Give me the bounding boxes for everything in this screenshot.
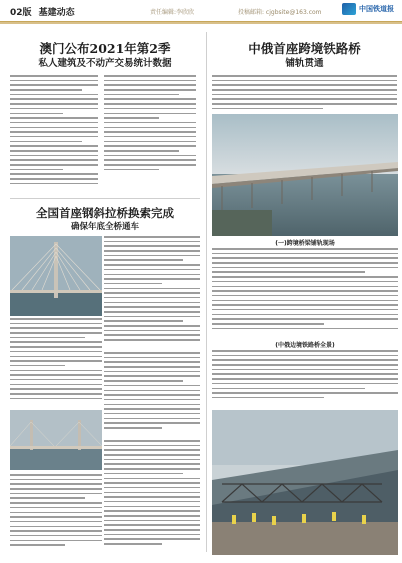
logo-icon <box>342 3 356 15</box>
page-header <box>0 0 402 22</box>
rail-text-body2 <box>212 350 398 405</box>
bridge-distant-photo <box>10 410 102 470</box>
cable-bridge-photo <box>10 236 102 316</box>
rail-subheadline: 铺轨贯通 <box>285 58 324 69</box>
bridge-text-col2 <box>104 236 200 351</box>
logo-text: 中国铁道报 <box>359 5 394 13</box>
page-section <box>10 5 79 18</box>
bridge-subheadline: 确保年底全桥通车 <box>70 222 139 232</box>
macau-subheadline: 私人建筑及不动产交易统计数据 <box>38 58 172 69</box>
bridge-headline: 全国首座钢斜拉桥换索完成 <box>36 206 174 220</box>
rail-text-intro <box>212 75 397 113</box>
rail-headline: 中俄首座跨境铁路桥 <box>248 41 361 56</box>
rail-construction-photo <box>212 410 398 555</box>
section-name: 基建动态 <box>38 8 75 18</box>
rail-photo-caption: (一)跨境桥梁铺轨现场 <box>275 240 335 247</box>
editor-label: 责任编辑:李欣欣 <box>150 9 195 16</box>
rail-text-body1 <box>212 248 398 338</box>
bridge-text-col1b <box>10 474 102 556</box>
contact-email: 投稿邮箱: cjgbsite@163.com <box>238 9 322 16</box>
macau-text-col2 <box>104 75 196 185</box>
column-divider <box>206 32 207 552</box>
rail-bridge-photo <box>212 114 398 236</box>
bridge-text-col2c <box>104 440 200 556</box>
rail-photo2-caption: (中俄边境铁路桥全景) <box>275 342 335 349</box>
macau-text-col1 <box>10 75 98 195</box>
page-number: 02版 <box>10 8 32 18</box>
header-divider <box>0 22 402 24</box>
macau-headline: 澳门公布2021年第2季 <box>39 41 171 56</box>
newspaper-logo <box>342 3 394 15</box>
bridge-text-col1 <box>10 318 102 408</box>
bridge-text-col2b <box>104 352 200 438</box>
section-divider <box>10 198 200 199</box>
